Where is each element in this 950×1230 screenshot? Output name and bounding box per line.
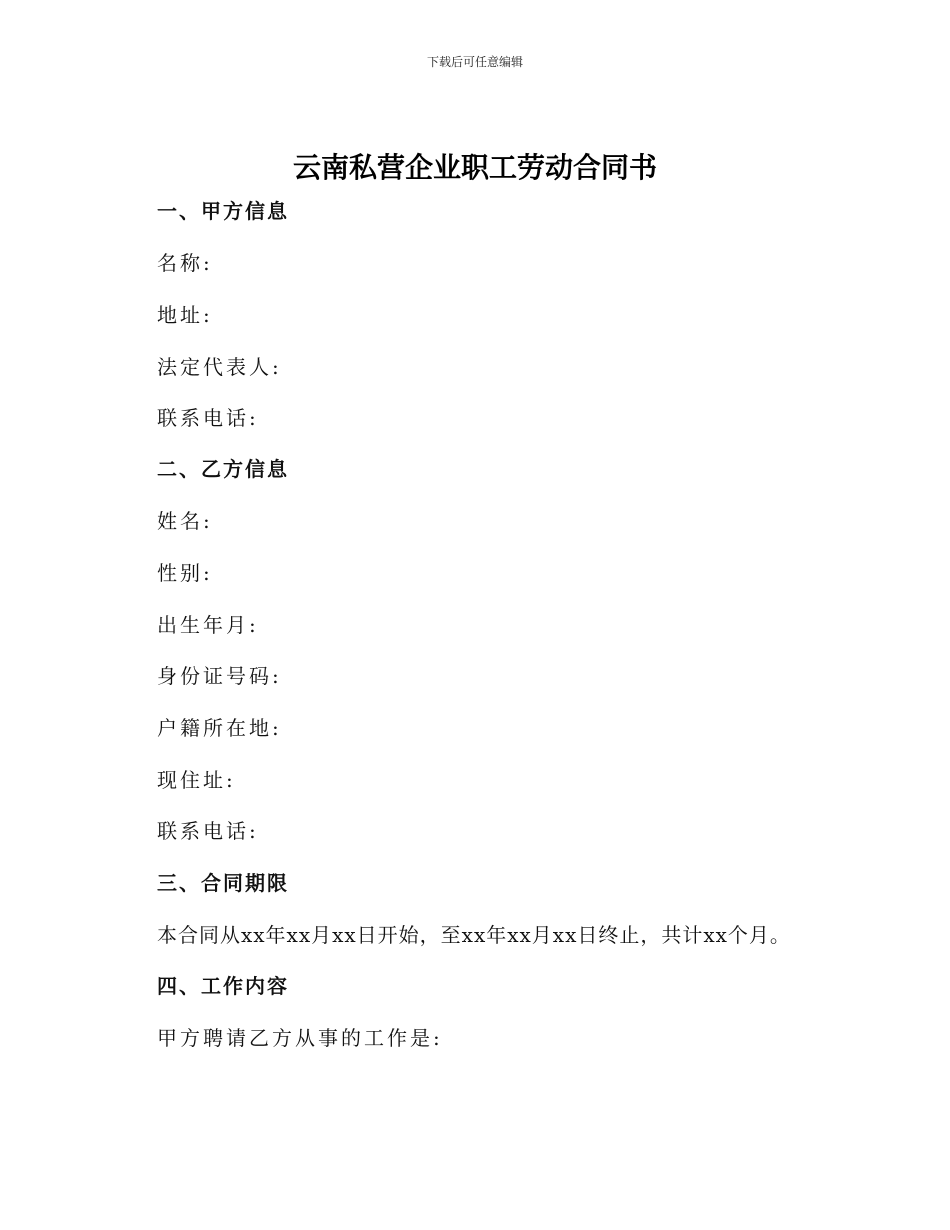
field-party-b-birth-date: 出生年月: [157,613,259,637]
page-header-note: 下载后可任意编辑 [426,55,523,69]
contract-term-text: 本合同从xx年xx月xx日开始，至xx年xx月xx日终止，共计xx个月。 [157,923,791,947]
field-party-b-current-address: 现住址: [157,768,236,792]
field-party-b-id-number: 身份证号码: [157,664,282,688]
section-heading-work-content: 四、工作内容 [157,974,289,998]
field-party-b-phone: 联系电话: [157,819,259,843]
field-party-a-name: 名称: [157,251,213,275]
document-title: 云南私营企业职工劳动合同书 [292,151,657,184]
field-party-a-legal-representative: 法定代表人: [157,355,282,379]
section-heading-party-b: 二、乙方信息 [157,457,289,481]
section-heading-party-a: 一、甲方信息 [157,199,289,223]
field-party-a-address: 地址: [157,303,213,327]
work-content-text: 甲方聘请乙方从事的工作是: [157,1026,443,1050]
field-party-b-gender: 性别: [157,561,213,585]
field-party-b-household-registration: 户籍所在地: [157,716,282,740]
section-heading-contract-term: 三、合同期限 [157,871,289,895]
field-party-a-phone: 联系电话: [157,406,259,430]
field-party-b-name: 姓名: [157,509,213,533]
